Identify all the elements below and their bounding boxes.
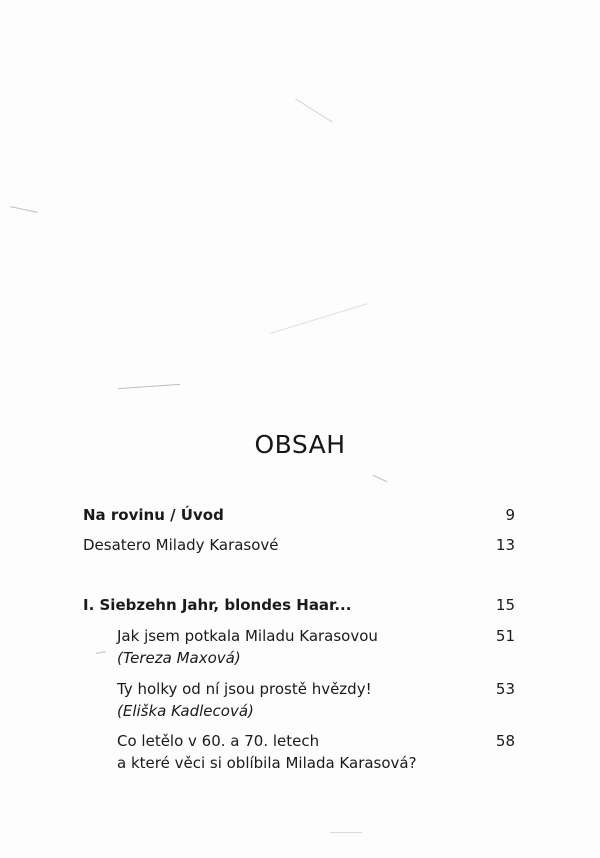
toc-entry-page: 51 <box>495 627 515 645</box>
toc-entry-title: Ty holky od ní jsou prostě hvězdy! <box>117 680 372 698</box>
toc-entry[interactable] <box>83 534 515 556</box>
toc-entry-title: I. Siebzehn Jahr, blondes Haar... <box>83 596 352 614</box>
scan-speck <box>10 206 38 213</box>
toc-entry-page: 58 <box>495 732 515 750</box>
toc-section-entry[interactable] <box>83 594 515 616</box>
scan-speck <box>330 832 362 833</box>
toc-entry-title: Desatero Milady Karasové <box>83 536 279 554</box>
scan-speck <box>373 475 388 483</box>
scan-speck <box>96 651 106 654</box>
toc-entry[interactable] <box>117 678 515 722</box>
scan-speck <box>295 98 333 122</box>
toc-heading: OBSAH <box>254 430 346 459</box>
toc-entry-author: (Eliška Kadlecová) <box>117 702 254 720</box>
toc-entry-page: 15 <box>495 596 515 614</box>
scan-speck <box>270 303 368 334</box>
toc-entry[interactable] <box>83 504 515 526</box>
toc-entry-title: Na rovinu / Úvod <box>83 506 224 524</box>
toc-entry[interactable] <box>117 730 515 774</box>
toc-entry-page: 13 <box>495 536 515 554</box>
toc-entry-title-line2: a které věci si oblíbila Milada Karasová? <box>117 754 417 772</box>
toc-entry-page: 9 <box>505 506 515 524</box>
toc-entry[interactable] <box>117 625 515 669</box>
scan-speck <box>118 384 180 389</box>
toc-entry-page: 53 <box>495 680 515 698</box>
toc-entry-title: Co letělo v 60. a 70. letech <box>117 732 320 750</box>
toc-entry-title: Jak jsem potkala Miladu Karasovou <box>117 627 378 645</box>
toc-entry-author: (Tereza Maxová) <box>117 649 241 667</box>
